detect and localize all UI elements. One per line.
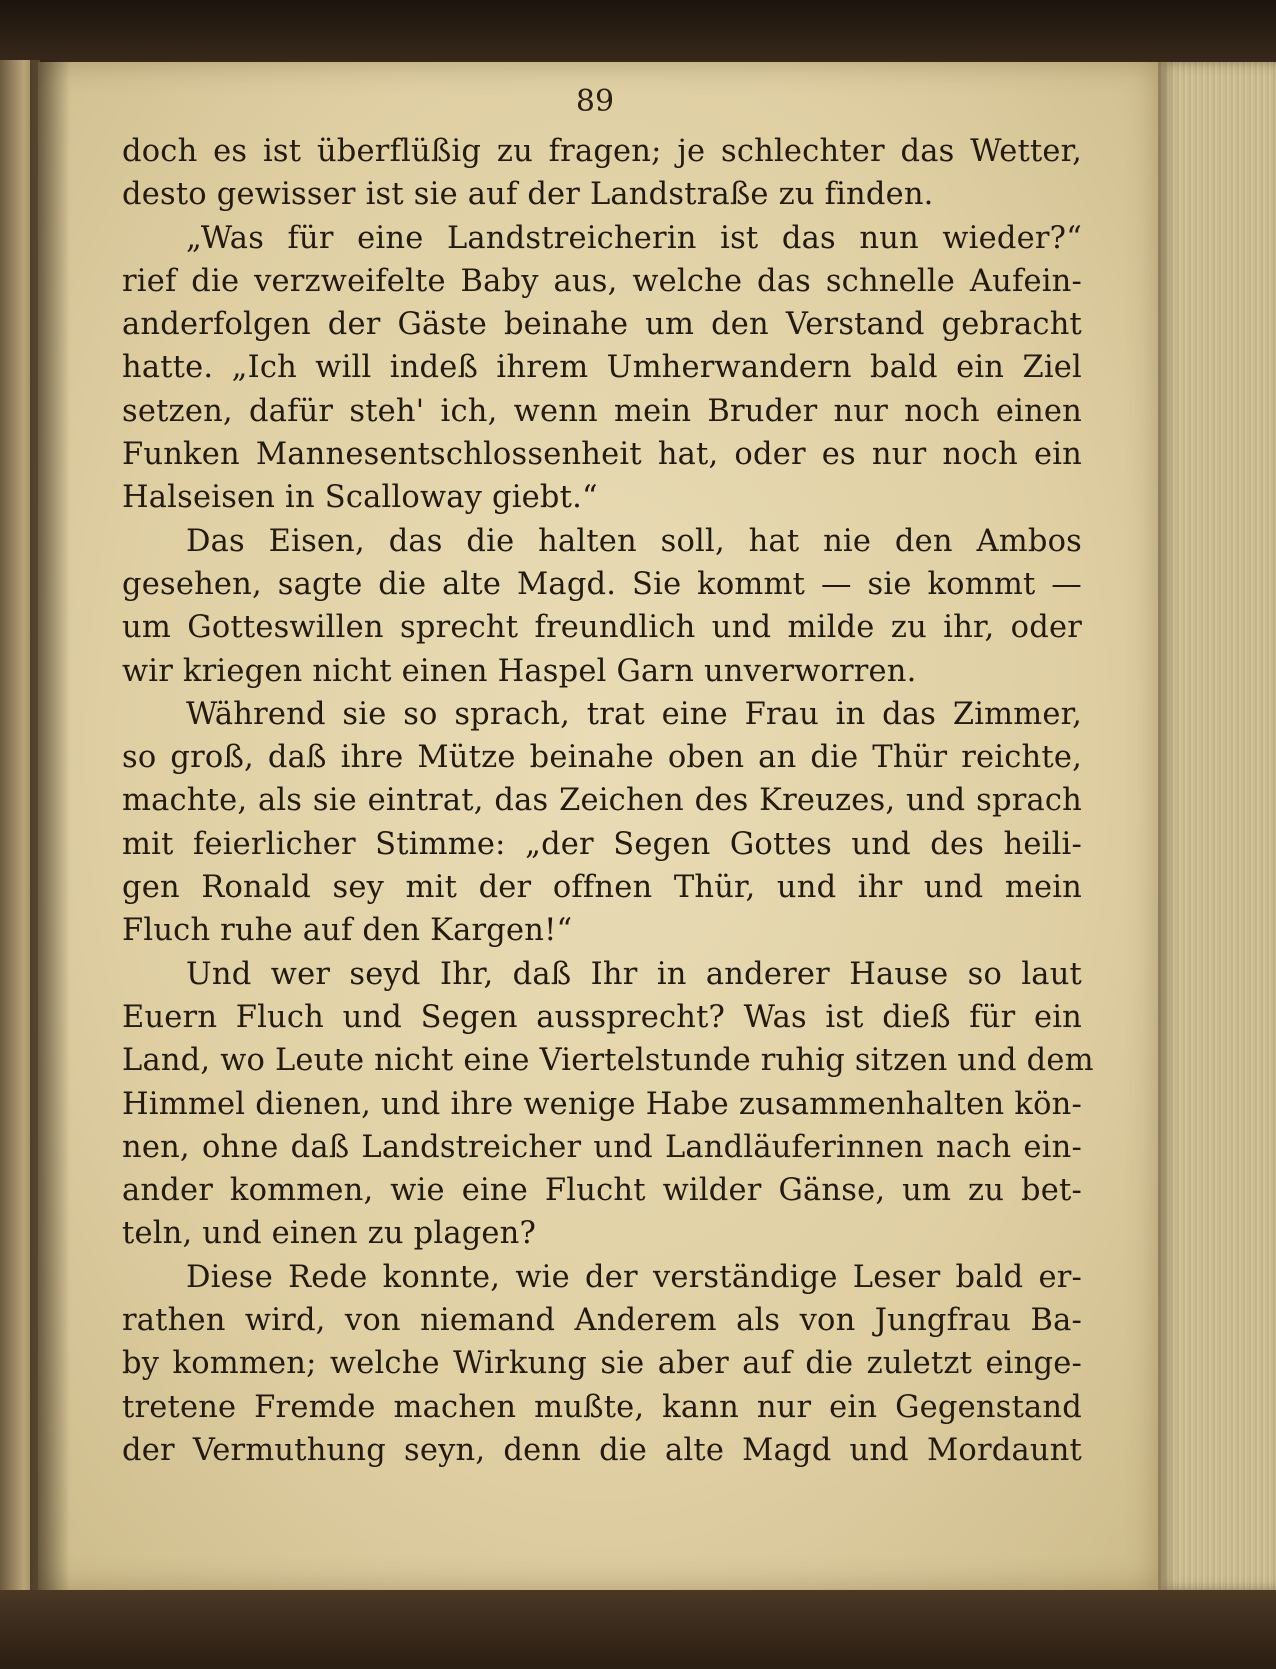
text-line: hatte. „Ich will indeß ihrem Umherwandern bald ein Ziel — [122, 350, 1082, 386]
text-line: Das Eisen, das die halten soll, hat nie den Ambos — [186, 523, 1082, 559]
text-line: um Gotteswillen sprecht freundlich und milde zu ihr, oder — [122, 610, 1082, 646]
book-cover-top — [0, 0, 1276, 70]
text-line: desto gewisser ist sie auf der Landstraße zu finden. — [122, 177, 934, 213]
text-line: anderfolgen der Gäste beinahe um den Verstand gebracht — [122, 307, 1082, 343]
text-line: rief die verzweifelte Baby aus, welche das schnelle Aufein- — [122, 263, 1082, 299]
body-text — [122, 130, 1094, 1472]
text-line: Funken Mannesentschlossenheit hat, oder es nur noch ein — [122, 437, 1082, 473]
text-line: „Was für eine Landstreicherin ist das nun wieder?“ — [186, 220, 1082, 256]
page-fore-edge — [1158, 62, 1276, 1590]
text-line: mit feierlicher Stimme: „der Segen Gottes und des heili- — [122, 826, 1082, 862]
text-line: nen, ohne daß Landstreicher und Landläuferinnen nach ein- — [122, 1129, 1082, 1165]
text-line: Diese Rede konnte, wie der verständige Leser bald er- — [186, 1259, 1082, 1295]
text-line: setzen, dafür steh' ich, wenn mein Bruder nur noch einen — [122, 393, 1082, 429]
text-line: wir kriegen nicht einen Haspel Garn unverworren. — [122, 653, 917, 689]
text-line: so groß, daß ihre Mütze beinahe oben an die Thür reichte, — [122, 740, 1082, 776]
text-line: machte, als sie eintrat, das Zeichen des Kreuzes, und sprach — [122, 783, 1082, 819]
gutter-shadow — [30, 60, 70, 1620]
page-number: 89 — [575, 84, 615, 119]
text-line: Land, wo Leute nicht eine Viertelstunde ruhig sitzen und dem — [122, 1043, 1094, 1079]
text-line: ander kommen, wie eine Flucht wilder Gänse, um zu bet- — [122, 1173, 1082, 1209]
text-line: gesehen, sagte die alte Magd. Sie kommt — sie kommt — — [122, 566, 1082, 602]
text-line: by kommen; welche Wirkung sie aber auf die zuletzt einge- — [122, 1346, 1082, 1382]
text-line: gen Ronald sey mit der offnen Thür, und ihr und mein — [122, 870, 1082, 906]
text-line: Halseisen in Scalloway giebt.“ — [122, 480, 598, 516]
text-line: Himmel dienen, und ihre wenige Habe zusammenhalten kön- — [122, 1086, 1082, 1122]
text-line: tretene Fremde machen mußte, kann nur ein Gegenstand — [122, 1389, 1082, 1425]
book-cover-bottom — [0, 1590, 1276, 1669]
text-line: Während sie so sprach, trat eine Frau in das Zimmer, — [186, 696, 1082, 732]
text-line: der Vermuthung seyn, denn die alte Magd und Mordaunt — [122, 1432, 1082, 1468]
text-line: doch es ist überflüßig zu fragen; je schlechter das Wetter, — [122, 134, 1082, 169]
text-line: Euern Fluch und Segen aussprecht? Was ist dieß für ein — [122, 999, 1082, 1035]
text-line: rathen wird, von niemand Anderem als von Jungfrau Ba- — [122, 1303, 1082, 1339]
text-line: Fluch ruhe auf den Kargen!“ — [122, 913, 573, 949]
text-line: teln, und einen zu plagen? — [122, 1216, 537, 1252]
text-line: Und wer seyd Ihr, daß Ihr in anderer Hause so laut — [186, 956, 1082, 992]
